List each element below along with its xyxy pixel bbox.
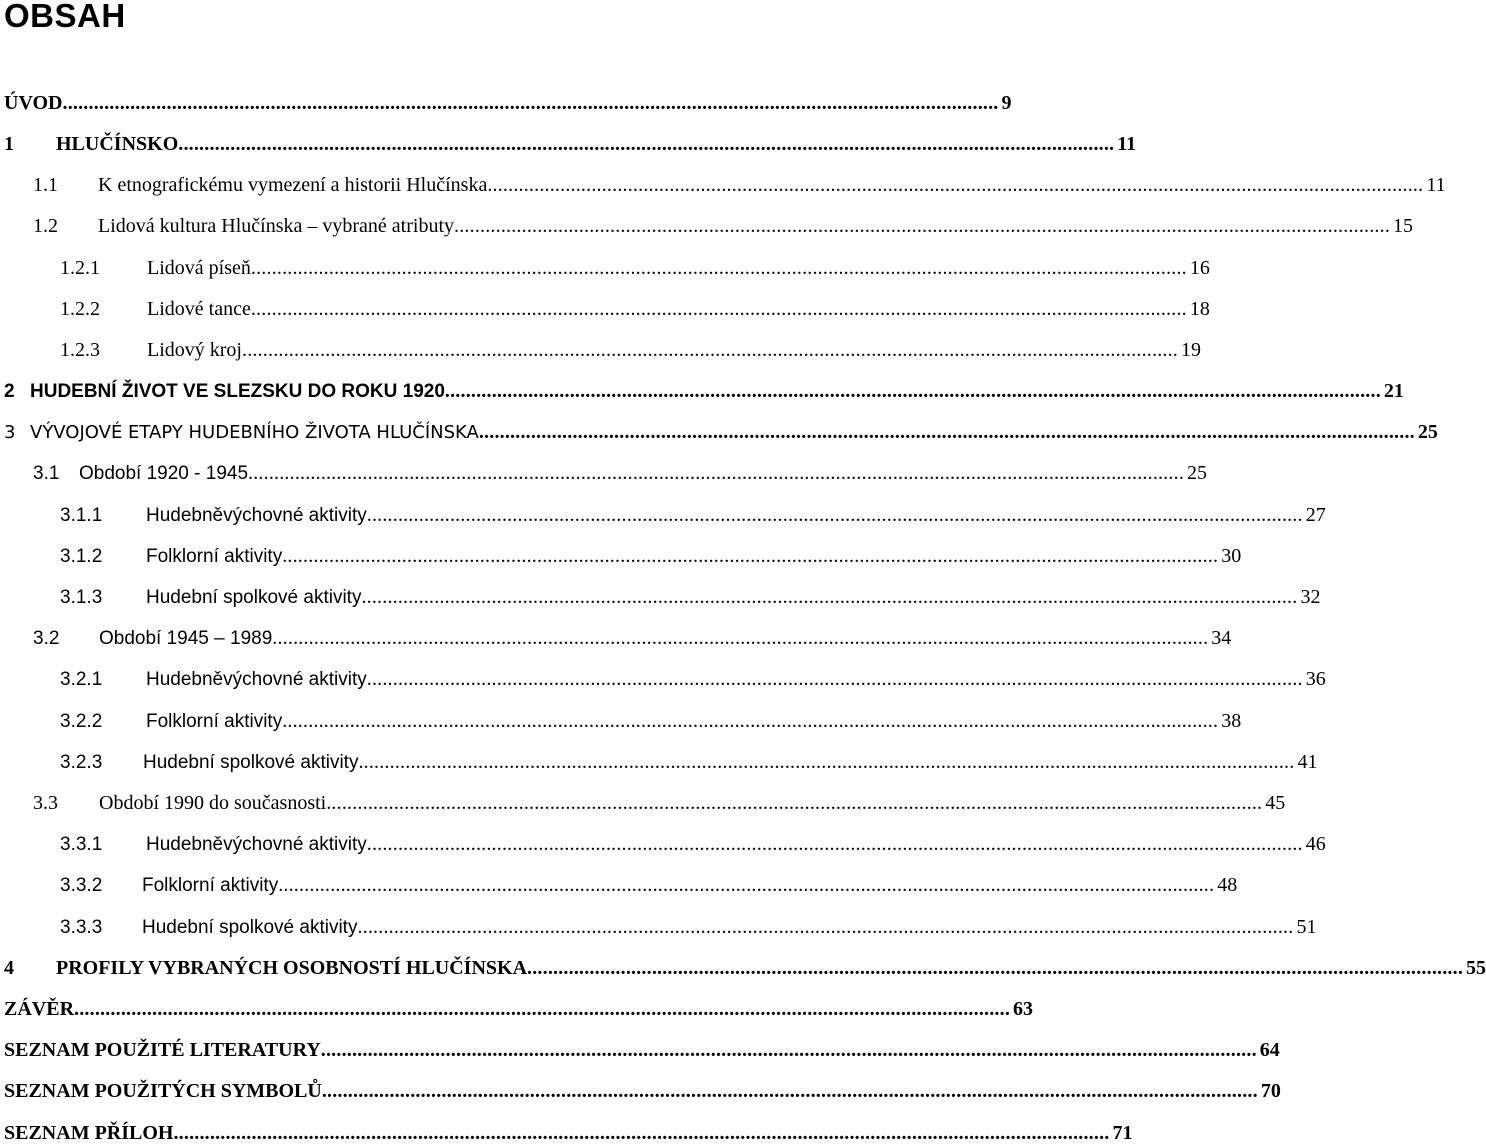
- toc-entry-1-2-2[interactable]: [60, 295, 1210, 323]
- toc-entry-title: PROFILY VYBRANÝCH OSOBNOSTÍ HLUČÍNSKA: [56, 957, 528, 979]
- toc-entry-number: 3.3.1: [60, 834, 103, 855]
- toc-entry-page: 48: [1217, 874, 1238, 896]
- toc-entry-number: 3.3.3: [60, 917, 103, 938]
- toc-entry-page: 71: [1112, 1122, 1133, 1144]
- toc-entry-title: Hudebněvýchovné aktivity: [146, 505, 367, 526]
- toc-entry-1-1[interactable]: [33, 171, 1446, 199]
- toc-entry-zaver[interactable]: [4, 995, 1034, 1023]
- toc-entry-title: Hudební spolkové aktivity: [143, 752, 359, 773]
- dot-leader: ....................................................................................................................................................................................: [366, 833, 1303, 855]
- toc-entry-title: Hudebněvýchovné aktivity: [146, 834, 367, 855]
- toc-entry-page: 11: [1426, 174, 1446, 196]
- toc-entry-number: 1: [4, 133, 14, 155]
- toc-entry-title: Hudební spolkové aktivity: [142, 917, 358, 938]
- toc-entry-page: 9: [1001, 92, 1012, 114]
- dot-leader: ....................................................................................................................................................................................: [366, 668, 1303, 690]
- toc-entry-number: 1.2.3: [60, 339, 100, 361]
- dot-leader: ....................................................................................................................................................................................: [321, 1080, 1258, 1102]
- toc-entry-number: 3.2.3: [60, 752, 103, 773]
- dot-leader: ....................................................................................................................................................................................: [242, 339, 1178, 361]
- toc-entry-page: 27: [1305, 504, 1326, 526]
- toc-entry-page: 25: [1417, 421, 1438, 443]
- toc-entry-title: SEZNAM PŘÍLOH: [4, 1122, 174, 1144]
- toc-entry-3-1[interactable]: [33, 459, 1208, 487]
- toc-entry-page: 25: [1187, 462, 1208, 484]
- toc-entry-title: Období 1920 - 1945: [79, 463, 249, 484]
- toc-entry-page: 36: [1305, 668, 1326, 690]
- toc-entry-page: 32: [1300, 586, 1321, 608]
- toc-entry-page: 11: [1117, 133, 1137, 155]
- toc-entry-page: 19: [1181, 339, 1201, 361]
- dot-leader: ....................................................................................................................................................................................: [320, 1039, 1257, 1061]
- toc-entry-symboly[interactable]: [4, 1077, 1281, 1105]
- dot-leader: ....................................................................................................................................................................................: [358, 751, 1295, 773]
- dot-leader: ....................................................................................................................................................................................: [250, 298, 1187, 320]
- toc-entry-title: HUDEBNÍ ŽIVOT VE SLEZSKU DO ROKU 1920: [30, 381, 445, 402]
- toc-entry-4[interactable]: [4, 954, 1486, 982]
- toc-entry-number: 3.2.1: [60, 669, 103, 690]
- toc-entry-title: ÚVOD: [4, 92, 63, 114]
- toc-entry-page: 15: [1393, 215, 1414, 237]
- toc-entry-page: 30: [1221, 545, 1242, 567]
- toc-entry-title: Folklorní aktivity: [146, 711, 283, 732]
- dot-leader: ....................................................................................................................................................................................: [178, 133, 1115, 155]
- toc-entry-number: 4: [4, 957, 14, 979]
- dot-leader: ....................................................................................................................................................................................: [444, 380, 1381, 402]
- toc-entry-number: 3.3: [33, 792, 58, 814]
- dot-leader: ....................................................................................................................................................................................: [326, 792, 1263, 814]
- toc-entry-3-2-1[interactable]: [60, 665, 1326, 693]
- toc-entry-page: 46: [1305, 833, 1326, 855]
- toc-entry-1[interactable]: [4, 130, 1137, 158]
- toc-entry-title: SEZNAM POUŽITÝCH SYMBOLŮ: [4, 1080, 322, 1102]
- toc-entry-page: 18: [1189, 298, 1210, 320]
- toc-entry-title: ZÁVĚR: [4, 998, 75, 1020]
- toc-entry-title: SEZNAM POUŽITÉ LITERATURY: [4, 1039, 321, 1061]
- toc-entry-uvod[interactable]: [4, 89, 1012, 117]
- toc-entry-page: 16: [1189, 257, 1210, 279]
- dot-leader: ....................................................................................................................................................................................: [173, 1122, 1110, 1144]
- toc-entry-title: Lidový kroj: [147, 339, 242, 361]
- toc-entry-number: 3.1.3: [60, 587, 103, 608]
- toc-entry-number: 1.1: [33, 174, 58, 196]
- toc-entry-page: 51: [1296, 916, 1317, 938]
- toc-entry-3-3-3[interactable]: [60, 913, 1317, 941]
- toc-entry-title: Hudebněvýchovné aktivity: [146, 669, 367, 690]
- toc-entry-page: 34: [1211, 627, 1232, 649]
- toc-entry-number: 3.1.2: [60, 546, 103, 567]
- toc-entry-3-1-3[interactable]: [60, 583, 1321, 611]
- dot-leader: ....................................................................................................................................................................................: [487, 174, 1424, 196]
- toc-entry-title: Folklorní aktivity: [146, 546, 283, 567]
- toc-entry-page: 38: [1221, 710, 1242, 732]
- toc-entry-3-2[interactable]: [33, 624, 1232, 652]
- toc-entry-3-3-1[interactable]: [60, 830, 1326, 858]
- dot-leader: ....................................................................................................................................................................................: [282, 710, 1219, 732]
- dot-leader: ....................................................................................................................................................................................: [282, 545, 1219, 567]
- dot-leader: ....................................................................................................................................................................................: [248, 462, 1185, 484]
- toc-entry-1-2[interactable]: [33, 212, 1414, 240]
- toc-entry-title: Lidová píseň: [147, 257, 251, 279]
- toc-entry-3[interactable]: [4, 418, 1438, 446]
- dot-leader: ....................................................................................................................................................................................: [357, 916, 1294, 938]
- page-title: OBSAH: [4, 0, 126, 34]
- toc-entry-number: 1.2.1: [60, 257, 100, 279]
- toc-entry-number: 1.2.2: [60, 298, 100, 320]
- dot-leader: ....................................................................................................................................................................................: [278, 874, 1215, 896]
- toc-entry-page: 64: [1259, 1039, 1280, 1061]
- dot-leader: ....................................................................................................................................................................................: [250, 257, 1187, 279]
- toc-entry-prilohy[interactable]: [4, 1119, 1133, 1147]
- toc-entry-number: 1.2: [33, 215, 58, 237]
- dot-leader: ....................................................................................................................................................................................: [74, 998, 1011, 1020]
- toc-entry-number: 3.3.2: [60, 875, 103, 896]
- toc-entry-title: Období 1945 – 1989: [99, 628, 273, 649]
- toc-entry-number: 3.1: [33, 463, 60, 484]
- toc-entry-title: Lidová kultura Hlučínska – vybrané atributy: [98, 215, 455, 237]
- toc-entry-number: 3.2.2: [60, 711, 103, 732]
- toc-entry-3-2-3[interactable]: [60, 748, 1318, 776]
- toc-entry-2[interactable]: [4, 377, 1404, 405]
- toc-entry-title: K etnografickému vymezení a historii Hlučínska: [98, 174, 488, 196]
- dot-leader: ....................................................................................................................................................................................: [454, 215, 1391, 237]
- toc-entry-3-2-2[interactable]: [60, 707, 1242, 735]
- toc-entry-3-1-1[interactable]: [60, 501, 1326, 529]
- toc-entry-number: 3: [4, 422, 16, 443]
- dot-leader: ....................................................................................................................................................................................: [361, 586, 1298, 608]
- toc-entry-number: 3.1.1: [60, 505, 103, 526]
- dot-leader: ....................................................................................................................................................................................: [272, 627, 1209, 649]
- toc-entry-page: 55: [1466, 957, 1486, 979]
- dot-leader: ....................................................................................................................................................................................: [62, 92, 999, 114]
- toc-entry-literatura[interactable]: [4, 1036, 1280, 1064]
- toc-entry-page: 70: [1260, 1080, 1281, 1102]
- toc-entry-1-2-1[interactable]: [60, 254, 1210, 282]
- toc-entry-3-1-2[interactable]: [60, 542, 1242, 570]
- toc-entry-title: Období 1990 do současnosti: [99, 792, 327, 814]
- toc-entry-title: VÝVOJOVÉ ETAPY HUDEBNÍHO ŽIVOTA HLUČÍNSKA: [30, 422, 479, 443]
- toc-entry-page: 41: [1297, 751, 1318, 773]
- toc-entry-title: Hudební spolkové aktivity: [146, 587, 362, 608]
- toc-entry-page: 63: [1013, 998, 1034, 1020]
- dot-leader: ....................................................................................................................................................................................: [527, 957, 1464, 979]
- dot-leader: ....................................................................................................................................................................................: [478, 421, 1415, 443]
- toc-entry-page: 45: [1265, 792, 1286, 814]
- toc-entry-title: Folklorní aktivity: [142, 875, 279, 896]
- toc-entry-number: 3.2: [33, 628, 60, 649]
- toc-entry-page: 21: [1383, 380, 1404, 402]
- toc-entry-3-3-2[interactable]: [60, 871, 1238, 899]
- toc-entry-title: Lidové tance: [147, 298, 251, 320]
- dot-leader: ....................................................................................................................................................................................: [366, 504, 1303, 526]
- toc-entry-title: HLUČÍNSKO: [56, 133, 179, 155]
- toc-entry-1-2-3[interactable]: [60, 336, 1201, 364]
- toc-entry-number: 2: [4, 381, 15, 402]
- toc-entry-3-3[interactable]: [33, 789, 1286, 817]
